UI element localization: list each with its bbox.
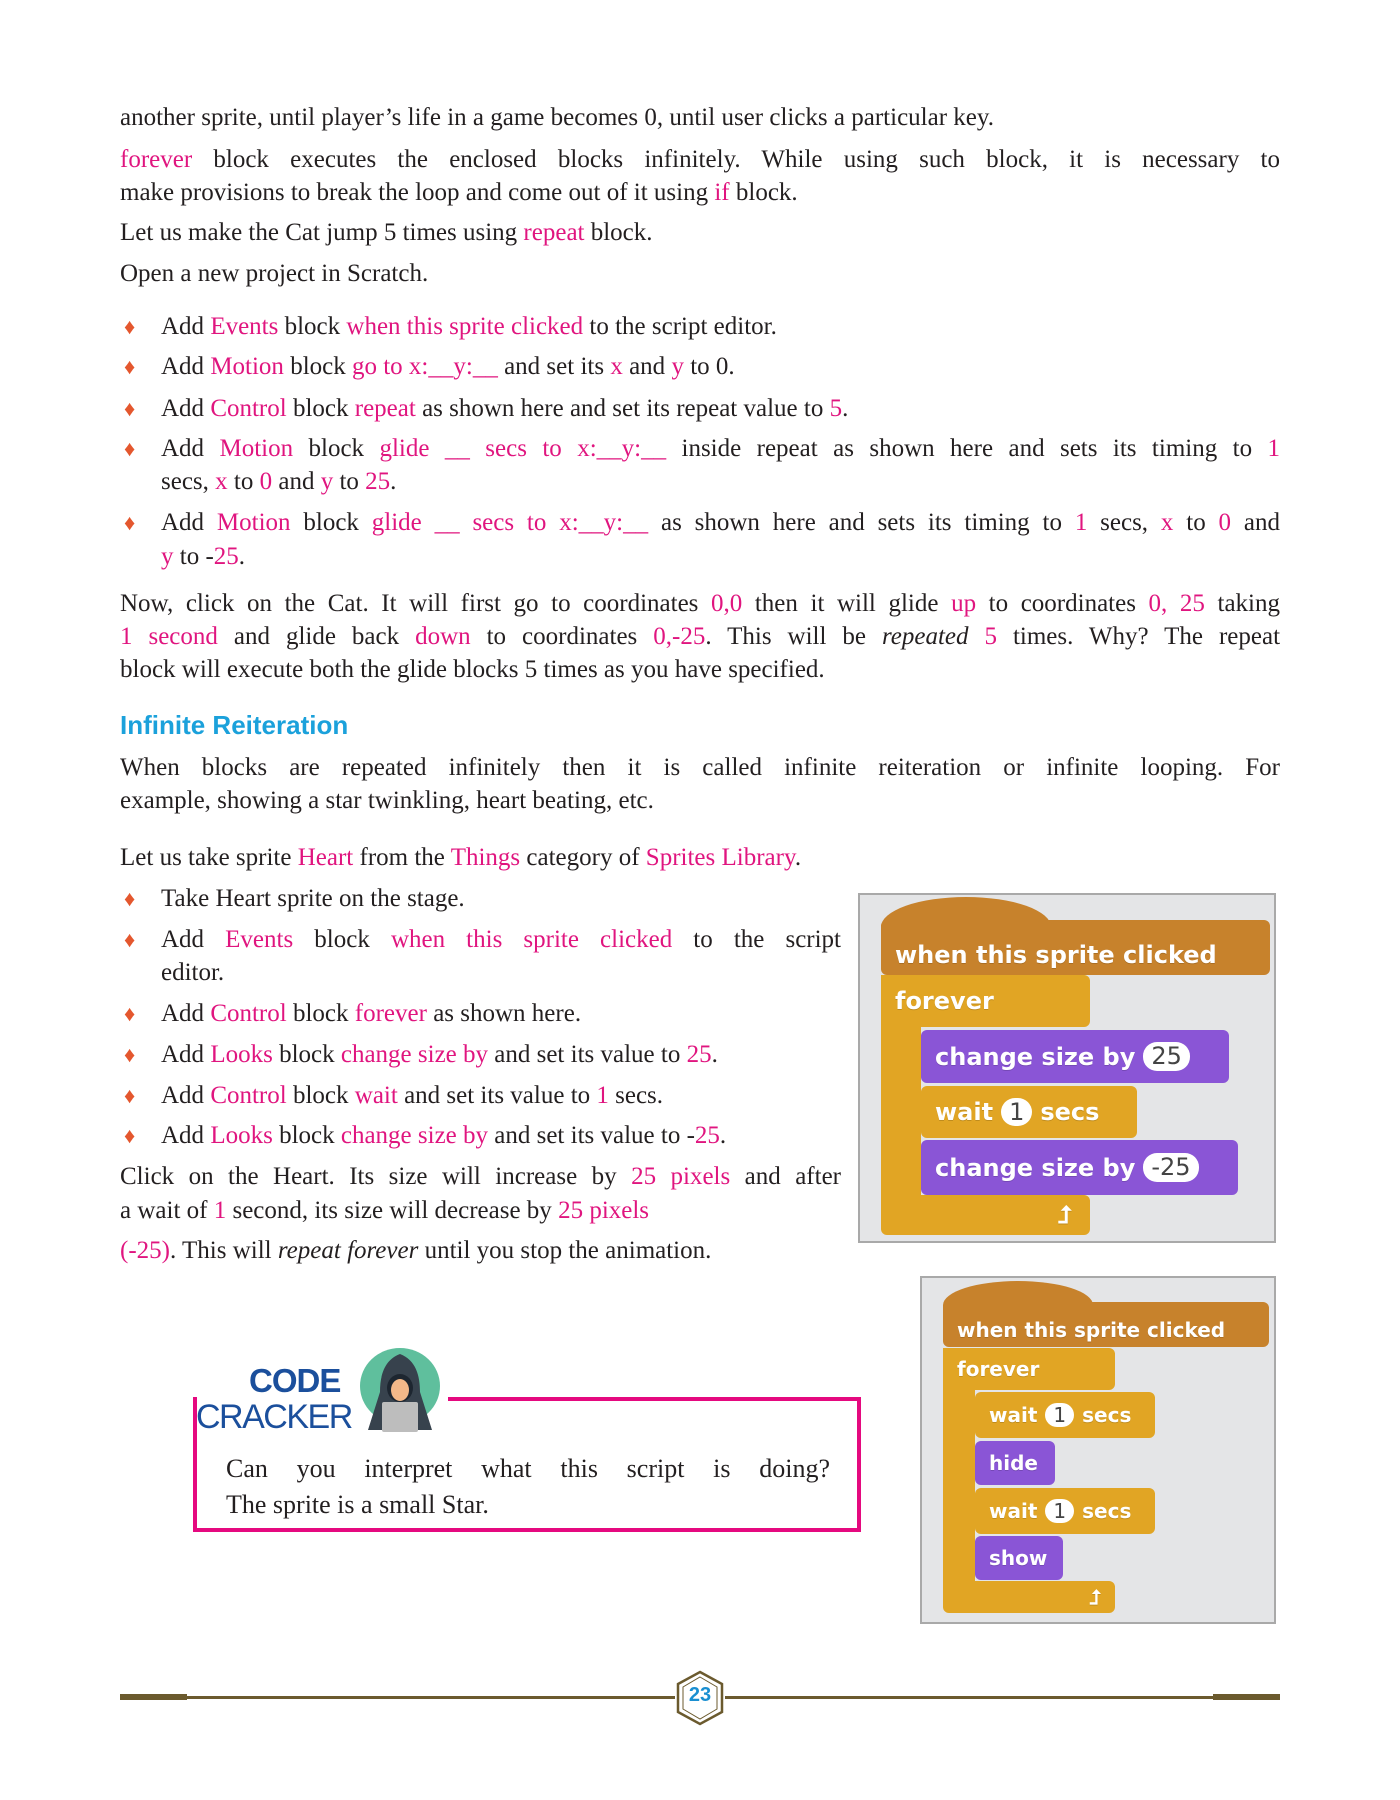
- highlighted-term: repeat: [354, 395, 416, 422]
- bullet-icon: ♦: [124, 314, 136, 339]
- text-segment: .: [794, 844, 802, 871]
- highlighted-term: Events: [225, 926, 294, 953]
- bullet-icon: ♦: [124, 354, 136, 379]
- text-segment: -: [686, 1122, 695, 1149]
- block-label: show: [989, 1546, 1048, 1570]
- block-label: forever: [957, 1357, 1040, 1381]
- text-segment: then it will glide: [742, 590, 952, 617]
- highlighted-term: x: [1160, 509, 1174, 536]
- footer-rule-right: [725, 1696, 1280, 1699]
- text-segment: -: [205, 543, 214, 570]
- code-cracker-answer-hint: The sprite is a small Star.: [226, 1490, 489, 1519]
- text-segment: Open a new project in Scratch.: [120, 260, 429, 287]
- text-segment: Add: [161, 1122, 211, 1149]
- text-line: [120, 841, 1280, 875]
- code-cracker-title-cracker: CRACKER: [196, 1398, 352, 1436]
- text-segment: and: [622, 353, 672, 380]
- text-line: [120, 101, 1280, 135]
- text-line: [120, 216, 1280, 250]
- text-line: [120, 587, 1280, 621]
- highlighted-term: 25: [694, 1122, 720, 1149]
- bullet-item: [161, 1119, 841, 1153]
- highlighted-term: y: [671, 353, 684, 380]
- text-segment: Now, click on the Cat. It will first go to coordinates: [120, 590, 712, 617]
- text-segment: block: [290, 509, 372, 536]
- page-number: 23: [688, 1684, 712, 1706]
- text-segment: until you stop the animation.: [418, 1237, 712, 1264]
- text-segment: taking: [1204, 590, 1280, 617]
- looks-block-change-size: [921, 1140, 1238, 1195]
- highlighted-term: y: [320, 468, 334, 495]
- bullet-icon: ♦: [124, 396, 136, 421]
- text-segment: Let us take sprite: [120, 844, 298, 871]
- text-segment: block: [286, 1082, 355, 1109]
- text-segment: block will execute both the glide blocks 5 times as you have specified.: [120, 656, 825, 683]
- highlighted-term: Motion: [210, 353, 284, 380]
- highlighted-term: 25: [213, 543, 239, 570]
- italic-text: repeat forever: [277, 1237, 419, 1264]
- text-segment: Add: [161, 926, 226, 953]
- bullet-item: [161, 882, 841, 916]
- block-label: secs: [1082, 1499, 1132, 1523]
- highlighted-term: 1 second: [120, 623, 218, 650]
- highlighted-term: 25 pixels: [558, 1197, 650, 1224]
- text-segment: Add: [161, 313, 211, 340]
- highlighted-term: Looks: [210, 1122, 273, 1149]
- highlighted-term: 1: [213, 1197, 227, 1224]
- highlighted-term: change size by: [340, 1122, 489, 1149]
- bullet-item: [161, 997, 841, 1031]
- bullet-item-cont: [161, 465, 1280, 499]
- text-segment: . This will be: [705, 623, 882, 650]
- text-segment: block: [278, 313, 347, 340]
- highlighted-term: Motion: [219, 435, 294, 462]
- highlighted-term: x: [215, 468, 228, 495]
- text-segment: Add: [161, 395, 211, 422]
- highlighted-term: Heart: [297, 844, 354, 871]
- text-segment: .: [842, 395, 849, 422]
- highlighted-term: 5: [984, 623, 997, 650]
- text-segment: and: [1231, 509, 1280, 536]
- hat-block-when-sprite-clicked: [943, 1302, 1269, 1347]
- bullet-icon: ♦: [124, 1001, 136, 1026]
- bullet-item: [161, 432, 1280, 466]
- value-input[interactable]: -25: [1143, 1153, 1198, 1182]
- footer-rule-right-end: [1213, 1694, 1280, 1700]
- hacker-avatar-icon: [354, 1346, 446, 1438]
- text-segment: make provisions to break the loop and come out of it using: [120, 179, 715, 206]
- text-segment: and set its: [497, 353, 611, 380]
- block-label: wait: [989, 1403, 1038, 1427]
- value-input[interactable]: 25: [1143, 1042, 1190, 1071]
- highlighted-term: Control: [210, 1000, 287, 1027]
- forever-bottom: [943, 1581, 1115, 1613]
- highlighted-term: forever: [120, 146, 193, 173]
- bullet-item: [161, 923, 841, 957]
- text-line: [120, 751, 1280, 785]
- text-line: [120, 620, 1280, 654]
- text-segment: and set its value to: [488, 1041, 687, 1068]
- block-label: when this sprite clicked: [895, 940, 1217, 969]
- control-block-wait: [975, 1488, 1155, 1534]
- text-segment: Add: [161, 1082, 211, 1109]
- highlighted-term: wait: [354, 1082, 398, 1109]
- text-line: [120, 257, 1280, 291]
- text-segment: another sprite, until player’s life in a game becomes 0, until user clicks a particular key.: [120, 104, 995, 131]
- block-label: wait: [935, 1098, 994, 1126]
- forever-bottom: [881, 1195, 1090, 1235]
- highlighted-term: 25: [686, 1041, 712, 1068]
- text-segment: to: [173, 543, 206, 570]
- highlighted-term: when this sprite clicked: [346, 313, 584, 340]
- text-segment: and set its value to: [488, 1122, 687, 1149]
- code-cracker-top-border: [448, 1397, 861, 1401]
- text-segment: .: [238, 543, 246, 570]
- text-segment: block: [272, 1122, 341, 1149]
- text-segment: as shown here.: [426, 1000, 582, 1027]
- text-segment: and: [272, 468, 321, 495]
- text-segment: block: [286, 395, 355, 422]
- text-segment: and glide back: [217, 623, 416, 650]
- bullet-icon: ♦: [124, 1123, 136, 1148]
- block-label: change size by: [935, 1153, 1136, 1182]
- bullet-item: [161, 392, 1280, 426]
- text-line: [120, 143, 1280, 177]
- bullet-icon: ♦: [124, 436, 136, 461]
- highlighted-term: change size by: [340, 1041, 489, 1068]
- highlighted-term: Sprites Library: [645, 844, 795, 871]
- text-segment: to 0.: [683, 353, 735, 380]
- value-input[interactable]: 1: [1001, 1098, 1032, 1127]
- block-label: forever: [895, 987, 994, 1015]
- bullet-icon: ♦: [124, 886, 136, 911]
- highlighted-term: y: [161, 543, 174, 570]
- bullet-item: [161, 1079, 841, 1113]
- text-line: [120, 1194, 841, 1228]
- text-segment: .: [390, 468, 397, 495]
- bullet-item: [161, 1038, 841, 1072]
- highlighted-term: (-25): [120, 1237, 170, 1264]
- text-segment: to the script: [672, 926, 842, 953]
- highlighted-term: Things: [450, 844, 521, 871]
- text-segment: to the script editor.: [583, 313, 777, 340]
- text-segment: secs,: [1087, 509, 1161, 536]
- text-segment: Add: [161, 353, 211, 380]
- bullet-item: [161, 310, 1280, 344]
- text-segment: block.: [729, 179, 798, 206]
- highlighted-term: 0, 25: [1148, 590, 1205, 617]
- text-segment: block.: [584, 219, 653, 246]
- value-input[interactable]: 1: [1045, 1499, 1074, 1523]
- scratch-script-star: [920, 1276, 1276, 1624]
- highlighted-term: 0: [259, 468, 273, 495]
- text-segment: Click on the Heart. Its size will increase by: [120, 1163, 632, 1190]
- highlighted-term: x: [610, 353, 623, 380]
- text-segment: to coordinates: [470, 623, 654, 650]
- block-label: when this sprite clicked: [957, 1317, 1226, 1342]
- looks-block-show: [975, 1536, 1063, 1580]
- text-line: [120, 176, 1280, 210]
- block-label: hide: [989, 1451, 1038, 1475]
- text-segment: block: [283, 353, 352, 380]
- text-line: [120, 653, 1280, 687]
- highlighted-term: 25: [365, 468, 391, 495]
- text-segment: second, its size will decrease by: [226, 1197, 559, 1224]
- block-label: change size by: [935, 1042, 1136, 1071]
- loop-arrow-icon: ⮥: [1057, 1201, 1072, 1229]
- highlighted-term: forever: [354, 1000, 427, 1027]
- highlighted-term: 0,-25: [653, 623, 706, 650]
- text-line: [120, 1234, 841, 1268]
- looks-block-change-size: [921, 1030, 1229, 1083]
- text-segment: secs,: [161, 468, 216, 495]
- text-segment: as shown here and sets its timing to: [648, 509, 1075, 536]
- text-segment: .: [719, 1122, 727, 1149]
- highlighted-term: 0: [1218, 509, 1232, 536]
- bullet-item: [161, 506, 1280, 540]
- text-line: [120, 784, 1280, 818]
- text-segment: Add: [161, 1041, 211, 1068]
- highlighted-term: down: [415, 623, 471, 650]
- highlighted-term: 1: [596, 1082, 609, 1109]
- highlighted-term: glide __ secs to x:__y:__: [371, 509, 649, 536]
- text-segment: When blocks are repeated infinitely then it is called infinite reiteration or infinite looping. For: [120, 754, 1280, 781]
- text-segment: Add: [161, 1000, 211, 1027]
- text-segment: to: [1173, 509, 1219, 536]
- highlighted-term: if: [714, 179, 730, 206]
- text-segment: and set its value to: [397, 1082, 597, 1109]
- bullet-item-cont: [161, 540, 1280, 574]
- code-cracker-question: Can you interpret what this script is doing?: [226, 1454, 830, 1483]
- footer-rule-left-end: [120, 1694, 187, 1700]
- highlighted-term: 25 pixels: [631, 1163, 731, 1190]
- highlighted-term: Looks: [210, 1041, 273, 1068]
- highlighted-term: repeat: [523, 219, 585, 246]
- highlighted-term: 1: [1267, 435, 1280, 462]
- text-segment: as shown here and set its repeat value to: [415, 395, 830, 422]
- text-segment: times. Why? The repeat: [997, 623, 1281, 650]
- text-segment: . This will: [169, 1237, 278, 1264]
- text-segment: Let us make the Cat jump 5 times using: [120, 219, 524, 246]
- bullet-item: [161, 350, 1280, 384]
- hat-block-when-sprite-clicked: [881, 920, 1270, 975]
- highlighted-term: 0,0: [711, 590, 743, 617]
- text-segment: and after: [730, 1163, 841, 1190]
- forever-arm: [881, 1015, 921, 1215]
- highlighted-term: up: [951, 590, 977, 617]
- footer-rule-left: [120, 1696, 675, 1699]
- code-cracker-title-code: CODE: [249, 1362, 341, 1399]
- block-label: secs: [1040, 1098, 1100, 1126]
- highlighted-term: Motion: [216, 509, 291, 536]
- text-segment: example, showing a star twinkling, heart beating, etc.: [120, 787, 654, 814]
- text-segment: to: [227, 468, 260, 495]
- scratch-script-heart: [858, 893, 1276, 1243]
- forever-arm: [943, 1383, 975, 1588]
- bullet-icon: ♦: [124, 1083, 136, 1108]
- control-block-wait: [921, 1086, 1137, 1138]
- text-segment: block: [293, 435, 380, 462]
- text-segment: block: [286, 1000, 355, 1027]
- text-segment: category of: [520, 844, 646, 871]
- text-segment: to coordinates: [976, 590, 1149, 617]
- text-segment: secs.: [608, 1082, 664, 1109]
- highlighted-term: 5: [829, 395, 843, 422]
- bullet-icon: ♦: [124, 510, 136, 535]
- text-line: [120, 1160, 841, 1194]
- text-segment: editor.: [161, 959, 225, 986]
- text-segment: block: [272, 1041, 341, 1068]
- text-segment: .: [711, 1041, 718, 1068]
- text-segment: Take Heart sprite on the stage.: [161, 885, 465, 912]
- highlighted-term: Control: [210, 395, 287, 422]
- italic-text: repeated: [881, 623, 969, 650]
- highlighted-term: Control: [210, 1082, 287, 1109]
- text-segment: a wait of: [120, 1197, 214, 1224]
- bullet-item-cont: [161, 956, 841, 990]
- block-label: wait: [989, 1499, 1038, 1523]
- section-heading: Infinite Reiteration: [120, 710, 349, 740]
- text-segment: inside repeat as shown here and sets its timing to: [666, 435, 1268, 462]
- text-segment: block: [293, 926, 391, 953]
- text-segment: from the: [353, 844, 451, 871]
- control-block-wait: [975, 1392, 1155, 1438]
- block-label: secs: [1082, 1403, 1132, 1427]
- text-segment: block executes the enclosed blocks infinitely. While using such block, it is necessary to: [192, 146, 1280, 173]
- value-input[interactable]: 1: [1045, 1403, 1074, 1427]
- highlighted-term: when this sprite clicked: [390, 926, 673, 953]
- looks-block-hide: [975, 1441, 1055, 1485]
- bullet-icon: ♦: [124, 927, 136, 952]
- text-segment: [969, 623, 985, 650]
- highlighted-term: glide __ secs to x:__y:__: [379, 435, 667, 462]
- highlighted-term: Events: [210, 313, 279, 340]
- text-segment: Add: [161, 509, 217, 536]
- bullet-icon: ♦: [124, 1042, 136, 1067]
- highlighted-term: 1: [1074, 509, 1088, 536]
- text-segment: to: [333, 468, 366, 495]
- text-segment: Add: [161, 435, 220, 462]
- highlighted-term: go to x:__y:__: [351, 353, 498, 380]
- loop-arrow-icon: ⮥: [1089, 1585, 1101, 1609]
